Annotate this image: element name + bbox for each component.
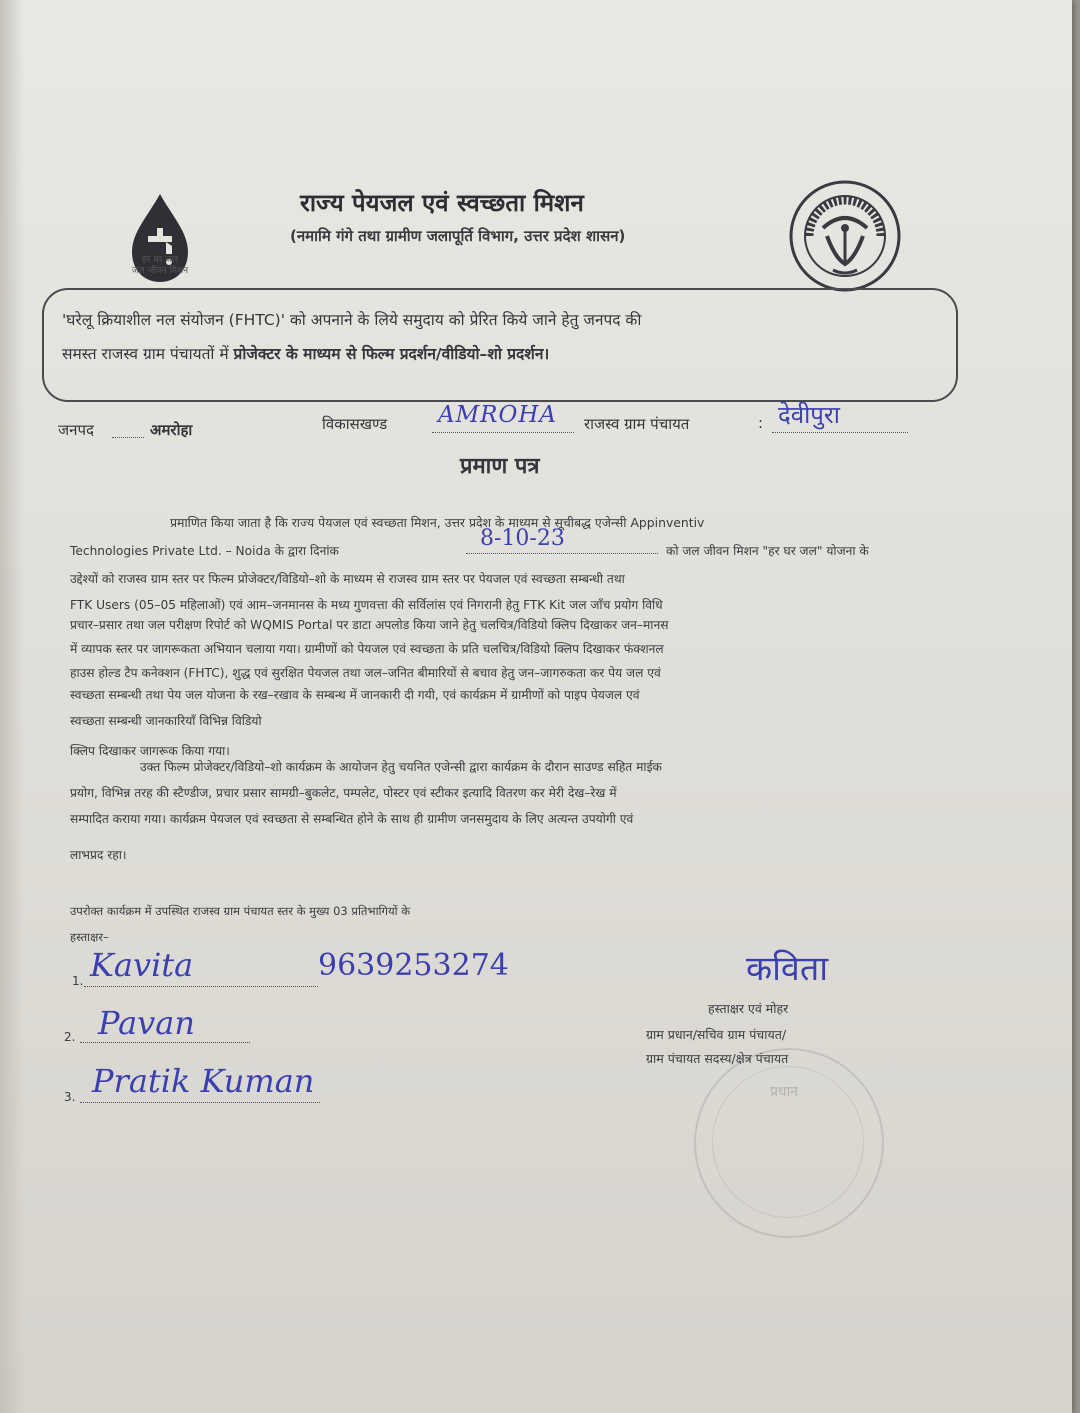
banner-line2-prefix: समस्त राजस्व ग्राम पंचायतों में [62,345,234,363]
uttar-pradesh-emblem-icon [787,178,903,294]
signatory-role-line1: ग्राम प्रधान/सचिव ग्राम पंचायत/ [646,1027,787,1042]
official-stamp-faded [694,1048,884,1238]
date-dotted-line [466,553,658,554]
panchayat-dotted-line [772,432,908,433]
har-ghar-jal-logo-icon [108,188,212,298]
banner-line2-bold: प्रोजेक्टर के माध्यम से फिल्म प्रदर्शन/वीडियो–शो प्रदर्शन। [233,345,550,363]
mission-subtitle: (नमामि गंगे तथा ग्रामीण जलापूर्ति विभाग, उत्तर प्रदेश शासन) [290,227,626,245]
body-line-13: सम्पादित कराया गया। कार्यक्रम पेयजल एवं स्वच्छता से सम्बन्धित होने के साथ ही ग्रामीण जनसमुदाय के लिए अत्यन्त उपयोगी एवं [70,812,634,826]
body-line-3: उद्देश्यों को राजस्व ग्राम स्तर पर फिल्म प्रोजेक्टर/विडियो–शो के माध्यम से राजस्व ग्राम स्तर पर पेयजल एवं स्वच्छता सम्बन्धी तथा [70,572,625,586]
participant-3-name: Pratik Kuman [92,1062,315,1100]
participants-intro-1: उपरोक्त कार्यक्रम में उपस्थित राजस्व ग्राम पंचायत स्तर के मुख्य 03 प्रतिभागियों के [70,904,411,918]
participant-number-1: 1. [72,974,84,988]
participant-1-name: Kavita [90,946,194,984]
participant-2-name: Pavan [98,1004,195,1042]
participant-1-dotted-line [84,986,318,987]
logo-caption [100,255,220,277]
body-line-1: प्रमाणित किया जाता है कि राज्य पेयजल एवं स्वच्छता मिशन, उत्तर प्रदेश के माध्यम से सूचीबद्ध एजेन्सी Appinventiv [170,515,705,530]
body-line-8: स्वच्छता सम्बन्धी तथा पेय जल योजना के रख–रखाव के सम्बन्ध में जानकारी दी गयी, एवं कार्यक्रम में ग्रामीणों को पाइप पेयजल एवं [70,688,640,702]
logo-caption-line2: जल जीवन मिशन [131,266,189,276]
stamp-text: प्रधान [770,1084,798,1100]
body-line-14: लाभप्रद रहा। [70,848,127,862]
paper-fold-shadow [0,0,24,1413]
signatory-role-line2: ग्राम पंचायत सदस्य/क्षेत्र पंचायत [646,1051,789,1066]
block-dotted-line [432,432,574,433]
panchayat-colon: : [758,414,764,432]
mission-title: राज्य पेयजल एवं स्वच्छता मिशन [300,189,584,217]
participant-number-2: 2. [64,1030,76,1044]
body-line-11: उक्त फिल्म प्रोजेक्टर/विडियो–शो कार्यक्रम के आयोजन हेतु चयनित एजेन्सी द्वारा कार्यक्रम के दौरान साउण्ड सहित माईक [140,760,662,774]
body-line-5: प्रचार–प्रसार तथा जल परीक्षण रिपोर्ट को WQMIS Portal पर डाटा अपलोड किया जाने हेतु चलचित्र/विडियो क्लिप दिखाकर जन–मानस [70,618,669,632]
body-line-10: क्लिप दिखाकर जागरूक किया गया। [70,744,230,758]
panchayat-value-handwritten: देवीपुरा [778,401,840,429]
banner-line2 [62,342,549,364]
body-line-9: स्वच्छता सम्बन्धी जानकारियाँ विभिन्न विडियो [70,714,262,728]
body-line-2b: को जल जीवन मिशन "हर घर जल" योजना के [666,544,869,558]
body-line-4: FTK Users (05–05 महिलाओं) एवं आम–जनमानस के मध्य गुणवत्ता की सर्विलांस एवं निगरानी हेतु FTK Kit जल जाँच प्रयोग विधि [70,598,663,612]
block-label: विकासखण्ड [322,415,388,433]
body-line-12: प्रयोग, विभिन्न तरह की स्टैण्डीज, प्रचार प्रसार सामग्री–बुकलेट, पम्पलेट, पोस्टर एवं स्टीकर इत्यादि वितरण कर मेरी देख–रेख में [70,786,617,800]
body-line-6: में व्यापक स्तर पर जागरूकता अभियान चलाया गया। ग्रामीणों को पेयजल एवं स्वच्छता के प्रति चलचित्र/विडियो क्लिप दिखाकर फंक्शनल [70,642,664,656]
participant-3-dotted-line [80,1102,320,1103]
body-line-2a: Technologies Private Ltd. – Noida के द्वारा दिनांक [70,544,339,558]
signature-seal-label: हस्ताक्षर एवं मोहर [708,1001,789,1016]
block-value-handwritten: AMROHA [438,402,558,428]
district-dotted-line [112,437,144,438]
district-value: अमरोहा [150,421,193,439]
panchayat-label: राजस्व ग्राम पंचायत [584,415,690,433]
participant-2-dotted-line [80,1042,250,1043]
participant-1-phone: 9639253274 [318,948,509,983]
program-date-handwritten: 8-10-23 [480,526,565,551]
pradhan-signature: कविता [746,949,829,989]
certificate-title: प्रमाण पत्र [460,454,540,479]
banner-line1: 'घरेलू क्रियाशील नल संयोजन (FHTC)' को अपनाने के लिये समुदाय को प्रेरित किये जाने हेतु जनपद की [62,311,642,329]
district-label: जनपद [58,421,94,439]
logo-caption-line1: हर घर जल [142,255,178,265]
body-line-7: हाउस होल्ड टैप कनेक्शन (FHTC), शुद्ध एवं सुरक्षित पेयजल तथा जल–जनित बीमारियों से बचाव हेतु जन–जागरुकता कर पेय जल एवं [70,666,661,680]
participant-number-3: 3. [64,1090,76,1104]
participants-intro-2: हस्ताक्षर– [70,930,109,944]
